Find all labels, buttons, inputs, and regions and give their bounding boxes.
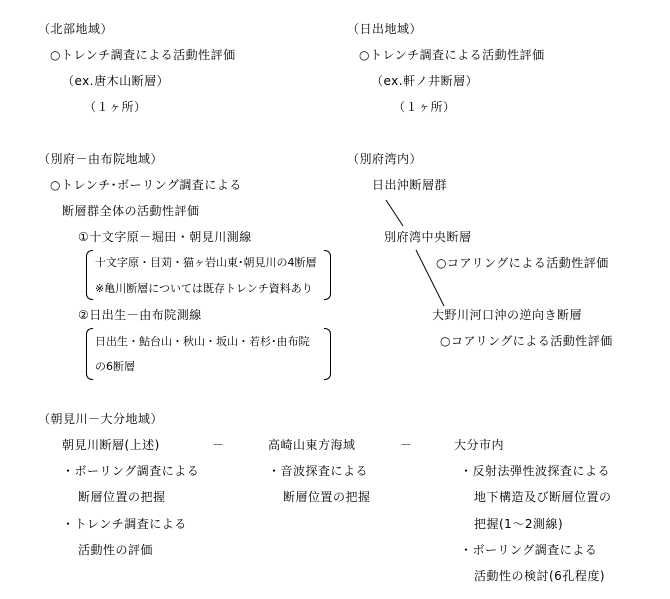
col1-item2-line1: ・トレンチ調査による — [62, 517, 187, 531]
line1-box-line2: ※亀川断層については既存トレンチ資料あり — [95, 282, 313, 295]
hiji-item: ○トレンチ調査による活動性評価 — [359, 48, 545, 62]
asami-oita-heading: （朝見川－大分地域） — [38, 412, 164, 426]
dash-1: － — [212, 438, 225, 452]
col3-title: 大分市内 — [454, 438, 505, 452]
col1-item2-line2: 活動性の評価 — [78, 543, 154, 557]
fault2-method: ○コアリングによる活動性評価 — [436, 256, 609, 270]
col3-item2-line1: ・ボーリング調査による — [460, 543, 598, 557]
connector-line-1 — [386, 200, 403, 226]
col3-item2-line2: 活動性の検討(6孔程度) — [474, 569, 605, 583]
connector-line-2 — [416, 250, 444, 306]
line2-box-line1: 日出生・鮎台山・秋山・坂山・若杉･由布院 — [95, 335, 310, 348]
col3-item1-line2: 地下構造及び断層位置の — [474, 490, 612, 504]
line1-box-line1: 十文字原・目苅・猫ヶ岩山東･朝見川の4断層 — [95, 256, 317, 269]
north-count: （１ヶ所） — [84, 100, 147, 114]
dash-2: － — [400, 438, 413, 452]
col1-item1-line2: 断層位置の把握 — [78, 490, 166, 504]
hiji-heading: （日出地域） — [347, 22, 423, 36]
col3-item1-line1: ・反射法弾性波探査による — [460, 464, 611, 478]
fault3-method: ○コアリングによる活動性評価 — [440, 334, 613, 348]
hiji-example: （ex.軒ノ井断層） — [371, 74, 479, 88]
col2-item1-line1: ・音波探査による — [268, 464, 369, 478]
north-heading: （北部地域） — [38, 22, 114, 36]
north-example: （ex.唐木山断層） — [62, 74, 170, 88]
fault-ono-river-reverse: 大野川河口沖の逆向き断層 — [432, 308, 583, 322]
north-item: ○トレンチ調査による活動性評価 — [50, 48, 236, 62]
col3-item1-line3: 把握(1～2測線) — [474, 517, 564, 531]
beppu-bay-heading: （別府湾内） — [347, 152, 423, 166]
survey-line2-title: ②日出生－由布院測線 — [78, 308, 202, 322]
col1-item1-line1: ・ボーリング調査による — [62, 464, 200, 478]
fault-beppu-bay-central: 別府湾中央断層 — [384, 230, 472, 244]
col1-title: 朝見川断層(上述) — [62, 438, 160, 452]
fault-hiji-offshore: 日出沖断層群 — [372, 178, 448, 192]
beppu-yufuin-item-line2: 断層群全体の活動性評価 — [62, 204, 200, 218]
line2-box-line2: の6断層 — [95, 360, 135, 373]
beppu-yufuin-heading: （別府－由布院地域） — [38, 152, 164, 166]
col2-title: 高崎山東方海域 — [268, 438, 356, 452]
col2-item1-line2: 断層位置の把握 — [283, 490, 371, 504]
survey-line1-title: ①十文字原－堀田・朝見川測線 — [78, 230, 252, 244]
beppu-yufuin-item-line1: ○トレンチ･ボーリング調査による — [50, 178, 242, 192]
hiji-count: （１ヶ所） — [393, 100, 456, 114]
